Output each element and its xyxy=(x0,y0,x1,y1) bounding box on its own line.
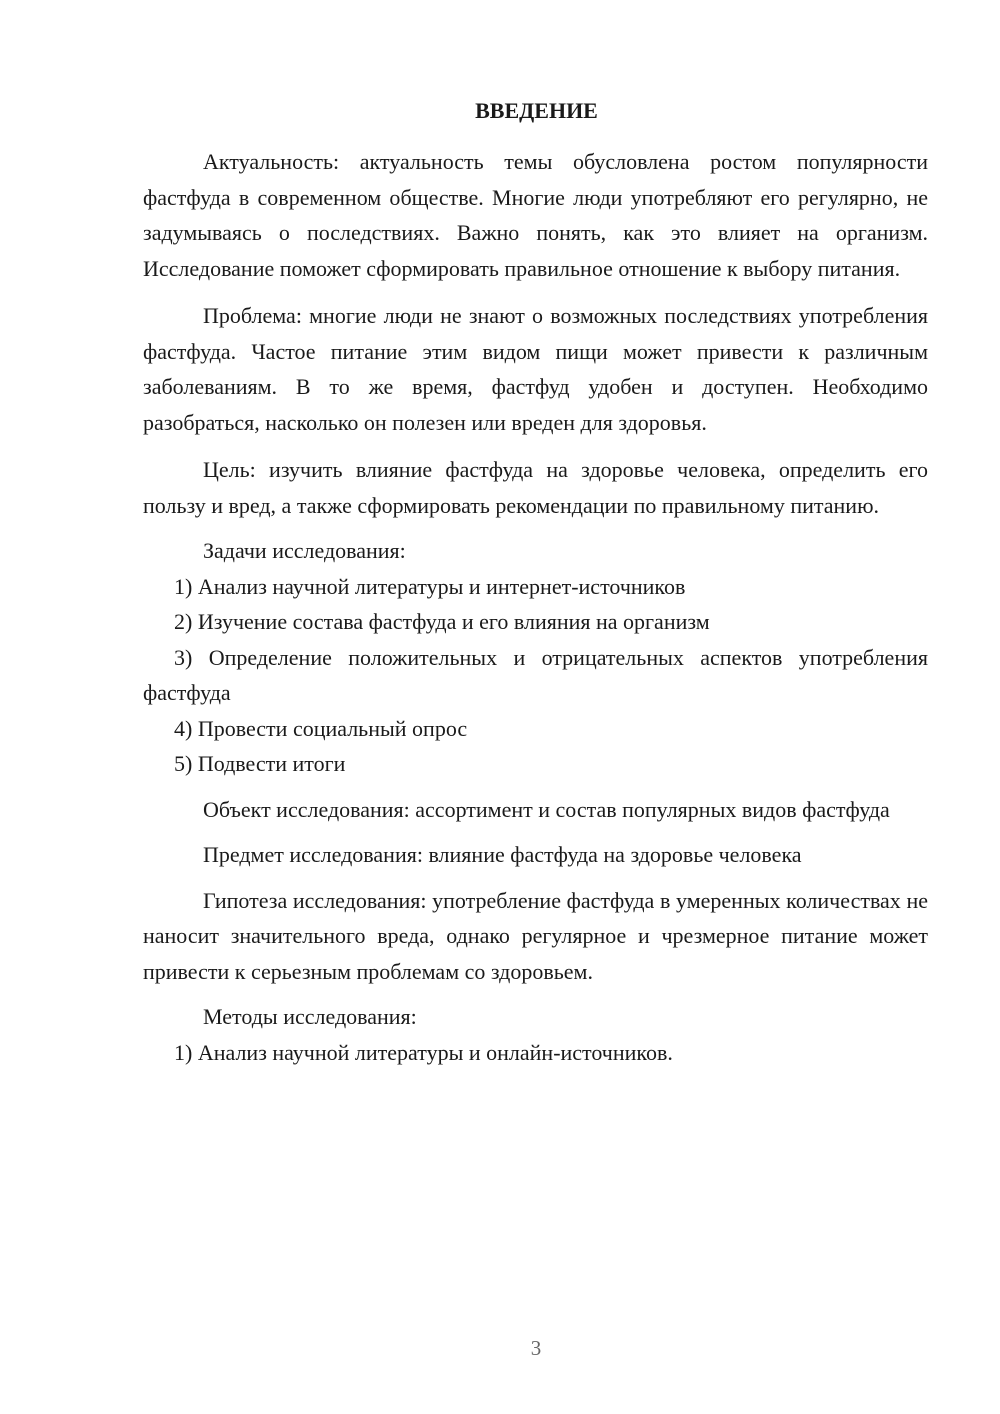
relevance-paragraph: Актуальность: актуальность темы обусловлена ростом популярности фастфуда в современном обществе. Многие люди употребляют его регулярно, не задумываясь о последствиях. Важно понять, как это влияет на организм. Исследование поможет сформировать правильное отношение к выбору питания. xyxy=(143,149,928,281)
task-item: 4) Провести социальный опрос xyxy=(174,715,468,741)
hypothesis-paragraph: Гипотеза исследования: употребление фастфуда в умеренных количествах не наносит значительного вреда, однако регулярное и чрезмерное питание может привести к серьезным проблемам со здоровьем. xyxy=(143,887,928,984)
methods-heading: Методы исследования: xyxy=(203,1004,417,1029)
page-content xyxy=(143,96,928,1070)
page-number: 3 xyxy=(530,1336,542,1360)
task-item: 2) Изучение состава фастфуда и его влияния на организм xyxy=(174,609,710,634)
goal-paragraph: Цель: изучить влияние фастфуда на здоровье человека, определить его пользу и вред, а также сформировать рекомендации по правильному питанию. xyxy=(143,457,928,518)
page-title: ВВЕДЕНИЕ xyxy=(475,98,598,123)
tasks-heading: Задачи исследования: xyxy=(203,538,406,563)
problem-paragraph: Проблема: многие люди не знают о возможных последствиях употребления фастфуда. Частое питание этим видом пищи может привести к различным заболеваниям. В то же время, фастфуд удобен и доступен. Необходимо разобраться, насколько он полезен или вреден для здоровья. xyxy=(143,303,928,435)
method-item: 1) Анализ научной литературы и онлайн-источников. xyxy=(174,1039,673,1065)
task-item: 5) Подвести итоги xyxy=(174,751,346,776)
task-item: 3) Определение положительных и отрицательных аспектов употребления фастфуда xyxy=(143,644,928,705)
object-paragraph: Объект исследования: ассортимент и состав популярных видов фастфуда xyxy=(203,796,890,822)
subject-paragraph: Предмет исследования: влияние фастфуда на здоровье человека xyxy=(203,842,802,867)
task-item: 1) Анализ научной литературы и интернет-источников xyxy=(174,573,686,599)
